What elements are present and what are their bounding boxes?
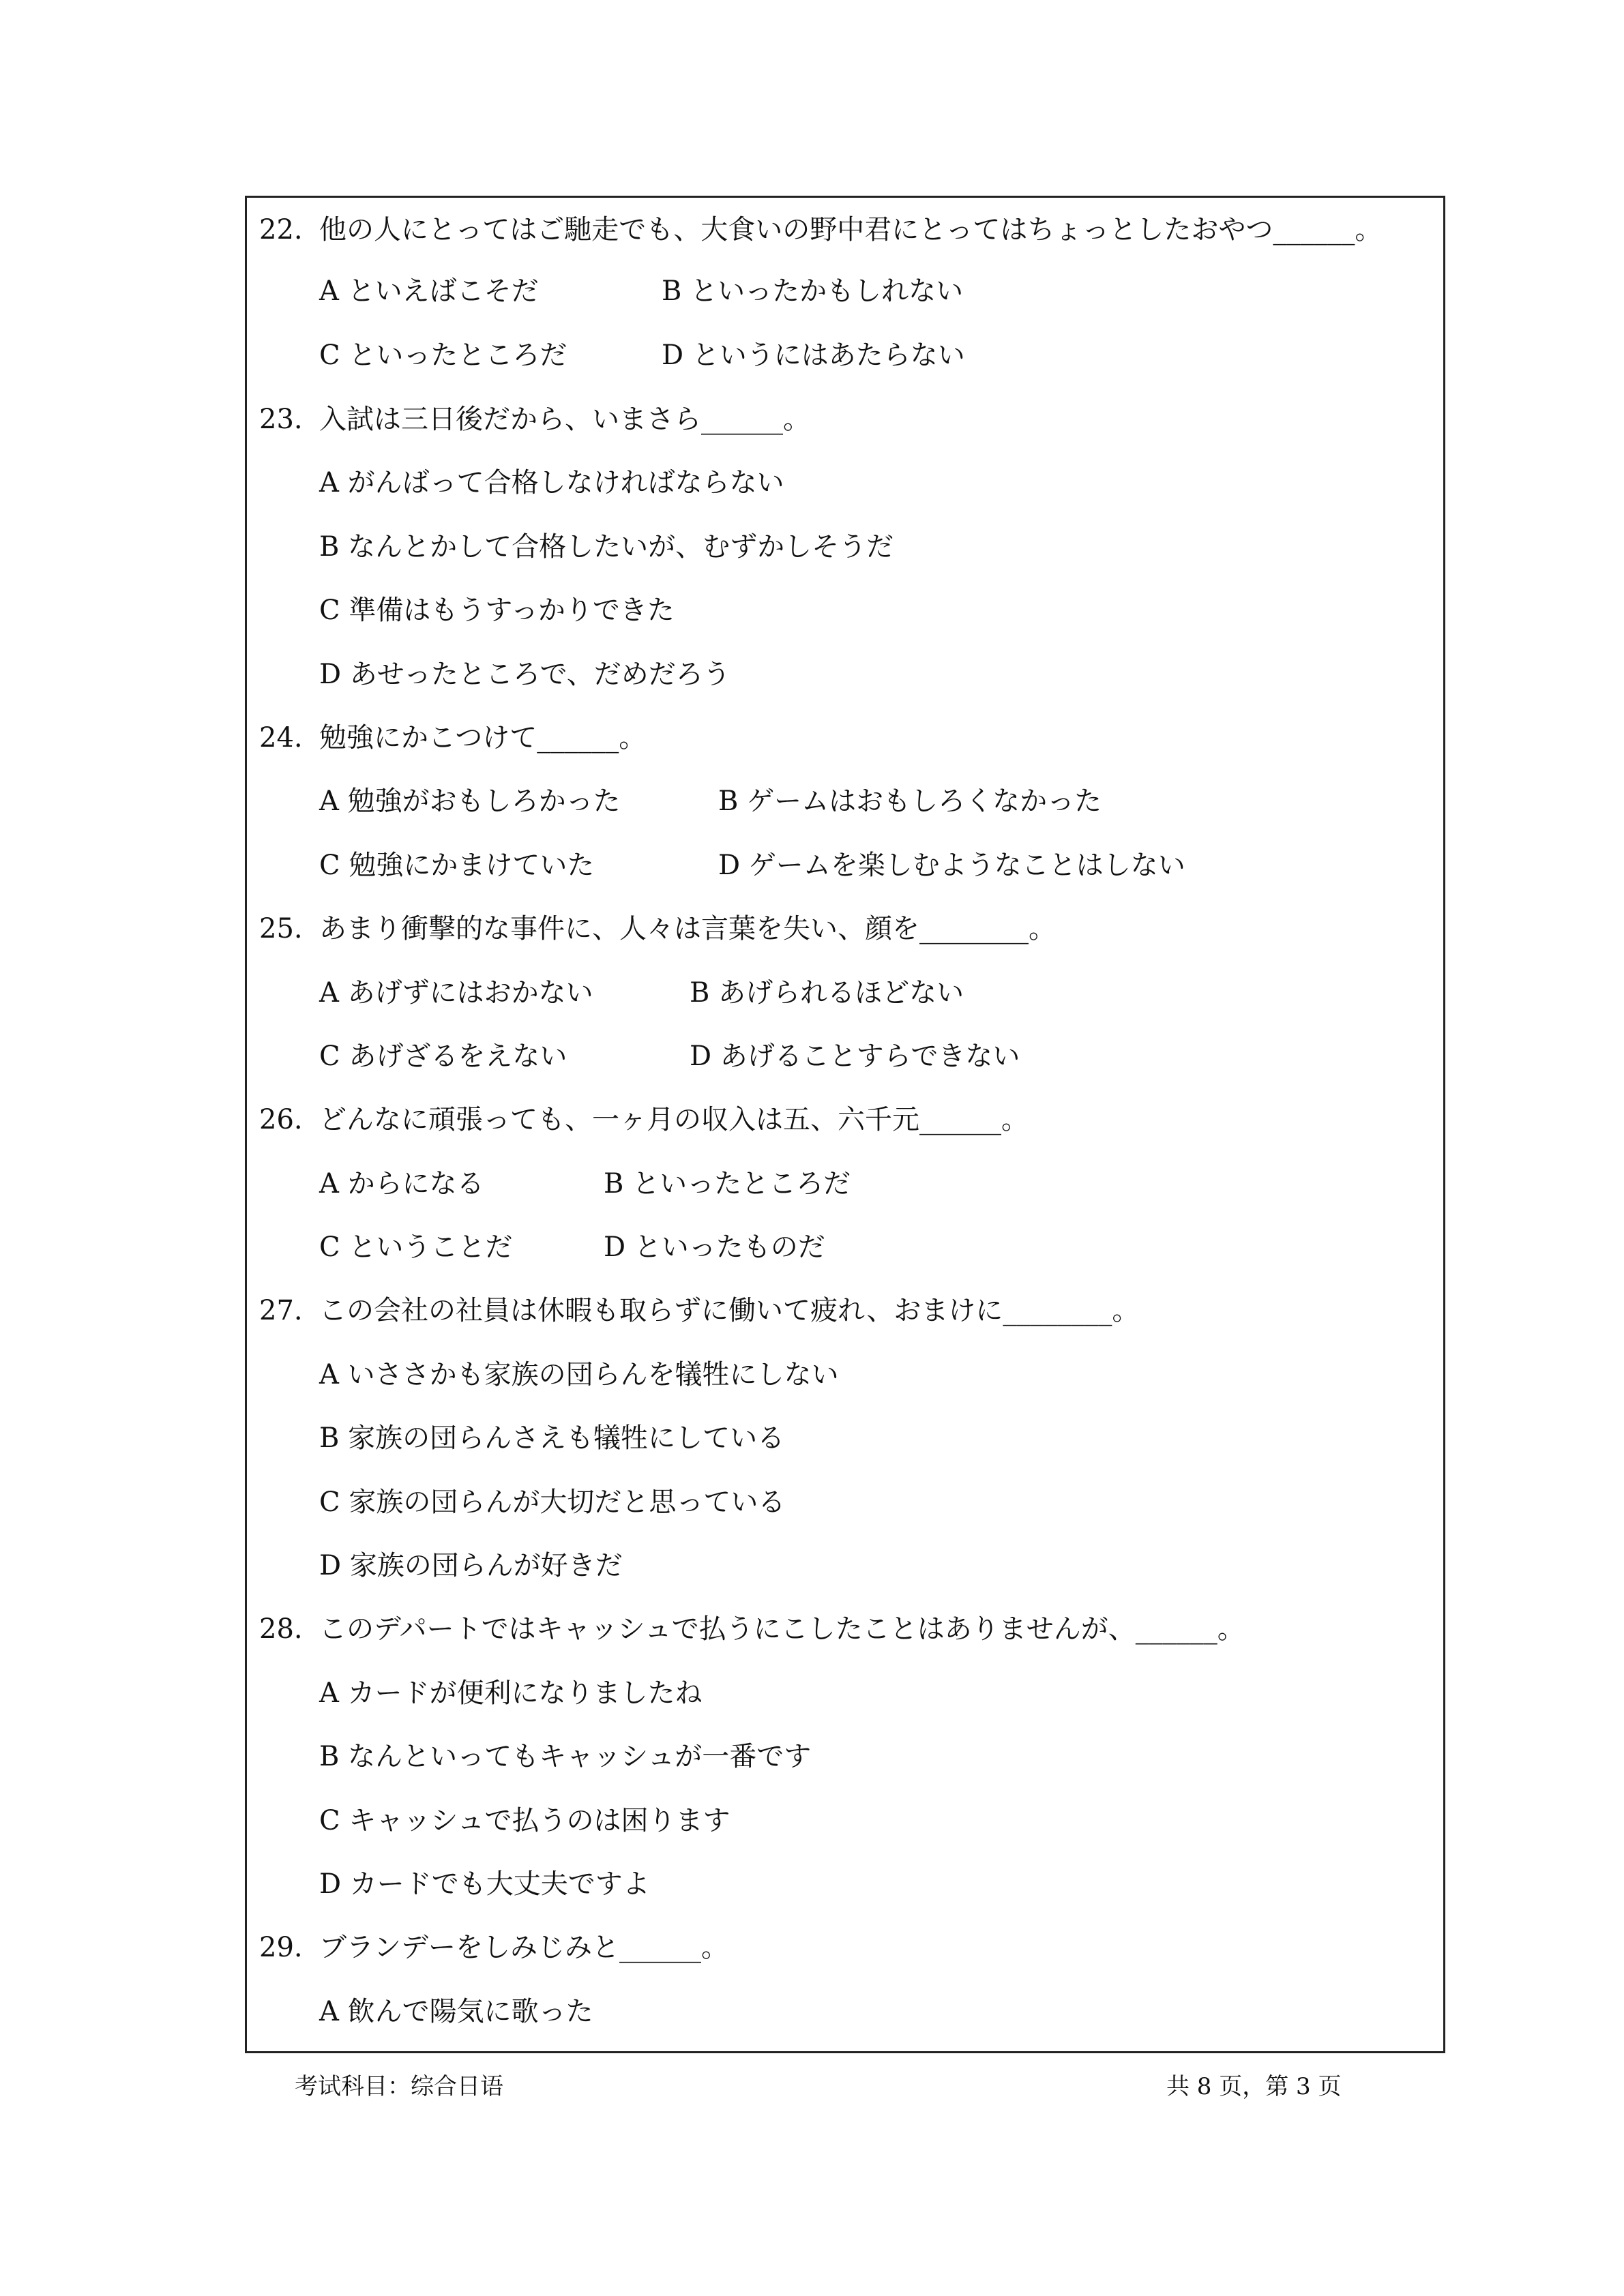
question-text: どんなに頑張っても、一ヶ月の収入は五、六千元______。 [319, 1104, 1029, 1135]
option-23-a: A がんばって合格しなければならない [319, 467, 784, 498]
question-number: 25. [259, 913, 303, 944]
option-27-b: B 家族の団らんさえも犠牲にしている [319, 1422, 785, 1454]
option-24-d: D ゲームを楽しむようなことはしない [718, 850, 1185, 881]
option-27-a: A いささかも家族の団らんを犠牲にしない [319, 1359, 839, 1390]
question-24 [259, 721, 646, 754]
option-25-b: B あげられるほどない [690, 977, 964, 1009]
question-22 [259, 213, 1382, 246]
option-28-d: D カードでも大丈夫ですよ [319, 1868, 650, 1900]
option-22-c: C といったところだ [319, 340, 567, 371]
option-25-d: D あげることすらできない [690, 1041, 1020, 1072]
question-text: 入試は三日後だから、いまさら______。 [319, 404, 810, 435]
question-text: 勉強にかこつけて______。 [319, 722, 647, 754]
question-25 [259, 912, 1056, 945]
option-26-c: C ということだ [319, 1232, 513, 1263]
question-number: 23. [259, 404, 303, 435]
question-text: ブランデーをしみじみと______。 [319, 1932, 728, 1963]
question-27 [259, 1294, 1139, 1327]
option-28-a: A カードが便利になりましたね [319, 1678, 703, 1709]
footer-page-number: 共 8 页，第 3 页 [1166, 2073, 1342, 2100]
question-text: この会社の社員は休暇も取らずに働いて疲れ、おまけに________。 [319, 1295, 1140, 1326]
footer-subject: 考试科目：综合日语 [295, 2073, 503, 2100]
option-23-d: D あせったところで、だめだろう [319, 659, 730, 690]
option-27-d: D 家族の団らんが好きだ [319, 1550, 623, 1581]
option-24-a: A 勉強がおもしろかった [319, 786, 621, 817]
question-text: このデパートではキャッシュで払うにこしたことはありませんが、______。 [319, 1613, 1245, 1645]
option-22-b: B といったかもしれない [662, 275, 964, 307]
option-23-c: C 準備はもうすっかりできた [319, 595, 675, 626]
question-number: 28. [259, 1613, 303, 1645]
option-24-b: B ゲームはおもしろくなかった [718, 786, 1102, 817]
option-28-c: C キャッシュで払うのは困ります [319, 1805, 730, 1836]
question-number: 29. [259, 1932, 303, 1963]
question-number: 24. [259, 722, 303, 754]
question-26 [259, 1103, 1029, 1136]
question-number: 27. [259, 1295, 303, 1326]
question-number: 22. [259, 214, 303, 245]
question-29 [259, 1931, 728, 1964]
option-26-d: D といったものだ [604, 1232, 825, 1263]
option-22-d: D というにはあたらない [662, 340, 965, 371]
option-26-b: B といったところだ [604, 1168, 851, 1199]
question-number: 26. [259, 1104, 303, 1135]
option-28-b: B なんといってもキャッシュが一番です [319, 1741, 812, 1772]
option-26-a: A からになる [319, 1168, 484, 1199]
question-28 [259, 1613, 1245, 1645]
question-text: あまり衝撃的な事件に、人々は言葉を失い、顔を________。 [319, 913, 1056, 944]
option-27-c: C 家族の団らんが大切だと思っている [319, 1487, 786, 1518]
question-23 [259, 403, 810, 436]
option-25-c: C あげざるをえない [319, 1041, 567, 1072]
option-24-c: C 勉強にかまけていた [319, 850, 595, 881]
question-text: 他の人にとってはご馳走でも、大食いの野中君にとってはちょっとしたおやつ______。 [319, 214, 1383, 245]
option-25-a: A あげずにはおかない [319, 977, 593, 1009]
option-29-a: A 飲んで陽気に歌った [319, 1996, 593, 2027]
option-22-a: A といえばこそだ [319, 275, 539, 307]
option-23-b: B なんとかして合格したいが、むずかしそうだ [319, 531, 894, 563]
